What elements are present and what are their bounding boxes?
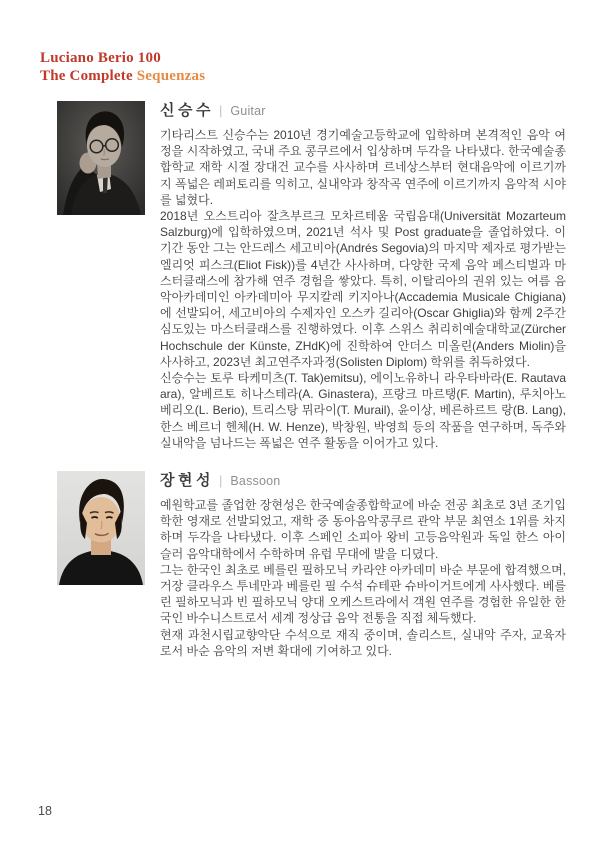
profile-bio [160,127,566,451]
profile-name: 신승수 [160,102,214,119]
series-title [40,50,205,85]
series-title-line2-accent: Sequenzas [136,67,206,84]
bio-paragraph: 2018년 오스트리아 잘츠부르크 모차르테움 국립음대(Universität Mozarteum Salzburg)에 입학하였으며, 2021년 석사 및 Post graduate을 졸업하였다. 이 기간 동안 그는 안드레스 세고비아(Andrés Segovia)의 마지막 제자로 평가받는 엘리엇 피스크(Eliot Fisk))를 4년간 사사하며, 다양한 국제 음악 페스티벌과 마스터클래스에 참가해 연주 경험을 쌓았다. 특히, 이탈리아의 권위 있는 여름 음악아카데미인 아카데미아 무지칼레 키지아나(Accademia Musicale Chigiana)에 선발되어, 세고비아의 수제자인 오스카 길리아(Oscar Ghiglia)와 함께 2주간 심도있는 마스터클래스를 진행하였다. 이후 스위스 취리히예술대학교(Zürcher Hochschule der Künste, ZHdK)에 진학하여 안더스 미올린(Anders Miolin)을 사사하고, 2023년 최고연주자과정(Solisten Diplom) 학위를 취득하였다. [160,209,566,369]
portrait-photo-guitarist [57,101,145,215]
bio-paragraph: 기타리스트 신승수는 2010년 경기예술고등학교에 입학하며 본격적인 음악 여정을 시작하였고, 국내 주요 콩쿠르에서 입상하며 두각을 나타냈다. 한국예술종합학교 재학 시절 장대건 교수를 사사하며 르네상스부터 현대음악에 이르기까지 폭넓은 레퍼토리를 익히고, 실내악과 창작곡 연주에 이르기까지 음악적 시야를 넓혔다. [160,128,566,207]
separator-bar: | [218,103,223,118]
series-title-line2 [40,68,205,86]
profile-text-guitar [160,98,566,451]
profile-text-bassoon [160,468,566,659]
bio-paragraph: 그는 한국인 최초로 베를린 필하모닉 카라얀 아카데미 바순 부문에 합격했으며, 거장 클라우스 투네만과 베를린 필 수석 슈테판 슈바이거트에게 사사했다. 베를린 필하모닉과 빈 필하모닉 양대 오케스트라에서 객원 연주를 경험한 유일한 한국인 바수니스트로서 세계 정상급 음악 전통을 직접 체득했다. [160,562,566,626]
profile-section-guitar [0,98,600,451]
profiles-content [0,98,600,659]
page-number: 18 [38,804,52,818]
profile-header-guitar [160,99,566,120]
profile-instrument: Bassoon [230,474,281,489]
series-title-line1: Luciano Berio 100 [40,50,161,66]
bio-paragraph: 신승수는 토루 타케미츠(T. Tak)emitsu), 에이노유하니 라우타바라(E. Rautavaara), 알베르토 히나스테라(A. Ginastera), 프랑크 마르탱(F. Martin), 루치아노 베리오(L. Berio), 트리스탕 뮈라이(T. Murail), 윤이상, 베른하르트 랑(B. Lang), 한스 베르너 헨체(H. W. Henze), 박창원, 박영희 등의 작품을 연구하며, 독주와 실내악을 넘나드는 폭넓은 연주 활동을 이어가고 있다. [160,371,566,450]
profile-name: 장현성 [160,472,214,490]
series-title-line2-main: The Complete [40,67,133,84]
bio-paragraph: 예원학교를 졸업한 장현성은 한국예술종합학교에 바순 전공 최초로 3년 조기입학한 영재로 선발되었고, 재학 중 동아음악콩쿠르 관악 부문 최연소 1위를 차지하며 두각을 나타냈다. 이후 스페인 소피아 왕비 고등음악원과 독일 한스 아이슬러 음악대학에서 수학하며 유럽 무대에 발을 디뎠다. [160,498,566,561]
separator-bar: | [218,473,223,489]
portrait-photo-bassoonist [57,471,145,585]
profile-bio [160,497,566,659]
profile-header-bassoon [160,469,566,490]
bio-paragraph: 현재 과천시립교향악단 수석으로 재직 중이며, 솔리스트, 실내악 주자, 교육자로서 바순 음악의 저변 확대에 기여하고 있다. [160,627,566,658]
profile-section-bassoon [0,468,600,659]
profile-instrument: Guitar [230,104,266,118]
